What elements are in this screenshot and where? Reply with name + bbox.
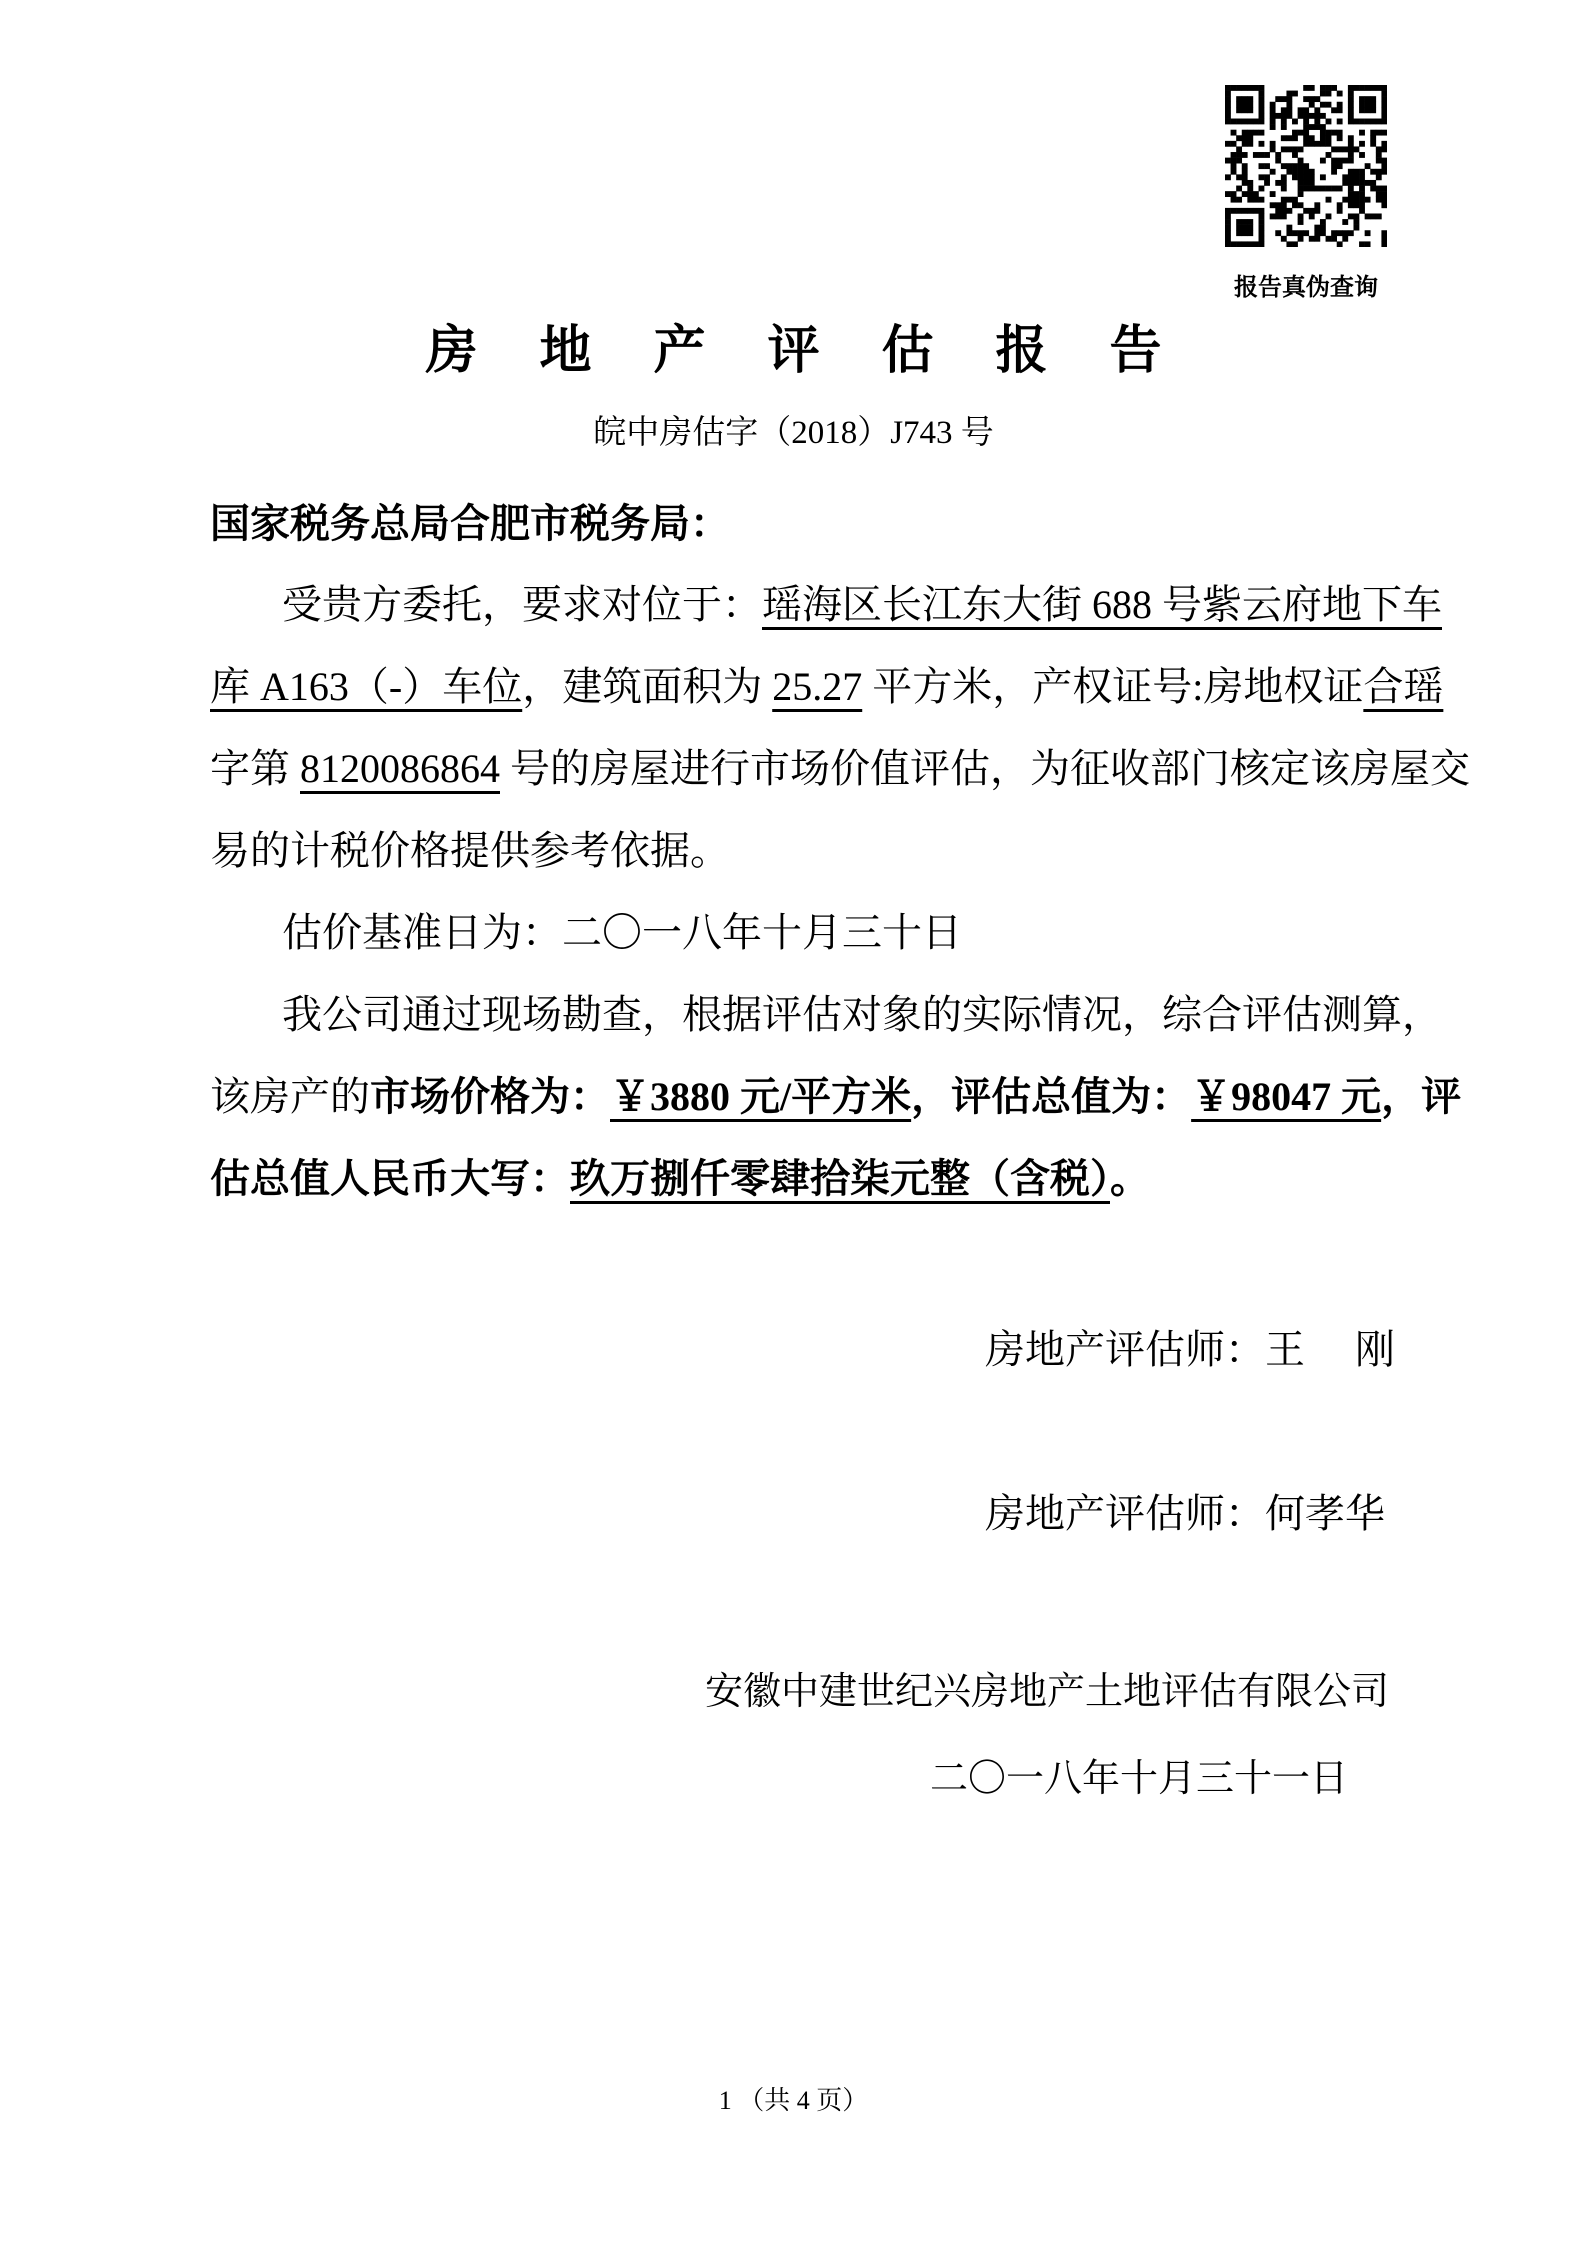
text-run: 估总值人民币大写： [210, 1156, 570, 1201]
appraiser-name: 何孝华 [1265, 1491, 1385, 1536]
underlined-text: ￥98047 元 [1191, 1074, 1382, 1119]
company-name: 安徽中建世纪兴房地产土地评估有限公司 [705, 1671, 1390, 1713]
underlined-text: 8120086864 [300, 746, 500, 791]
body-line [210, 892, 1400, 974]
qr-code-icon [1225, 85, 1387, 247]
text-run: 平方米，产权证号:房地权证 [862, 664, 1364, 709]
underlined-text: 玖万捌仟零肆拾柒元整（含税） [570, 1156, 1110, 1201]
underlined-text: ￥3880 元/平方米 [610, 1074, 912, 1119]
appraiser-name: 王 刚 [1265, 1327, 1395, 1372]
text-run: 该房产的 [210, 1074, 370, 1119]
appraiser-signature-2 [985, 1492, 1385, 1536]
document-number: 皖中房估字（2018）J743 号 [593, 415, 994, 451]
text-run: 我公司通过现场勘查，根据评估对象的实际情况，综合评估测算， [282, 992, 1442, 1037]
body-line [210, 564, 1442, 646]
document-date: 二〇一八年十月三十一日 [930, 1758, 1349, 1800]
page-title: 房地产评估报告 [425, 323, 1224, 380]
underlined-text: 合瑶 [1363, 664, 1444, 709]
body-line [210, 1138, 1400, 1220]
appraiser-label: 房地产评估师： [985, 1491, 1265, 1536]
text-run: ，评估总值为： [911, 1074, 1192, 1119]
text-run: 易的计税价格提供参考依据。 [210, 828, 730, 873]
appraiser-label: 房地产评估师： [985, 1327, 1265, 1372]
body-line [210, 974, 1442, 1056]
body-line [210, 728, 1470, 810]
text-run: 。 [1110, 1156, 1150, 1201]
text-run: 字第 [210, 746, 300, 791]
underlined-text: 库 A163（-）车位 [210, 664, 523, 709]
text-run: ，评 [1381, 1074, 1462, 1119]
addressee: 国家税务总局合肥市税务局： [210, 501, 730, 546]
report-verification-block [1225, 85, 1387, 302]
report-body [210, 564, 1470, 1220]
page-number: 1 （共 4 页） [718, 2086, 869, 2115]
text-run: 受贵方委托，要求对位于： [282, 582, 762, 627]
appraiser-signature-1 [985, 1328, 1395, 1372]
body-line [210, 646, 1444, 728]
underlined-text: 瑶海区长江东大街 688 号紫云府地下车 [762, 582, 1442, 627]
body-line [210, 810, 1400, 892]
text-run: 市场价格为： [370, 1074, 610, 1119]
body-line [210, 1056, 1462, 1138]
text-run: ，建筑面积为 [522, 664, 773, 709]
text-run: 估价基准日为：二〇一八年十月三十日 [282, 910, 962, 955]
text-run: 号的房屋进行市场价值评估，为征收部门核定该房屋交 [500, 746, 1470, 791]
underlined-text: 25.27 [772, 664, 863, 709]
qr-caption: 报告真伪查询 [1234, 275, 1378, 301]
